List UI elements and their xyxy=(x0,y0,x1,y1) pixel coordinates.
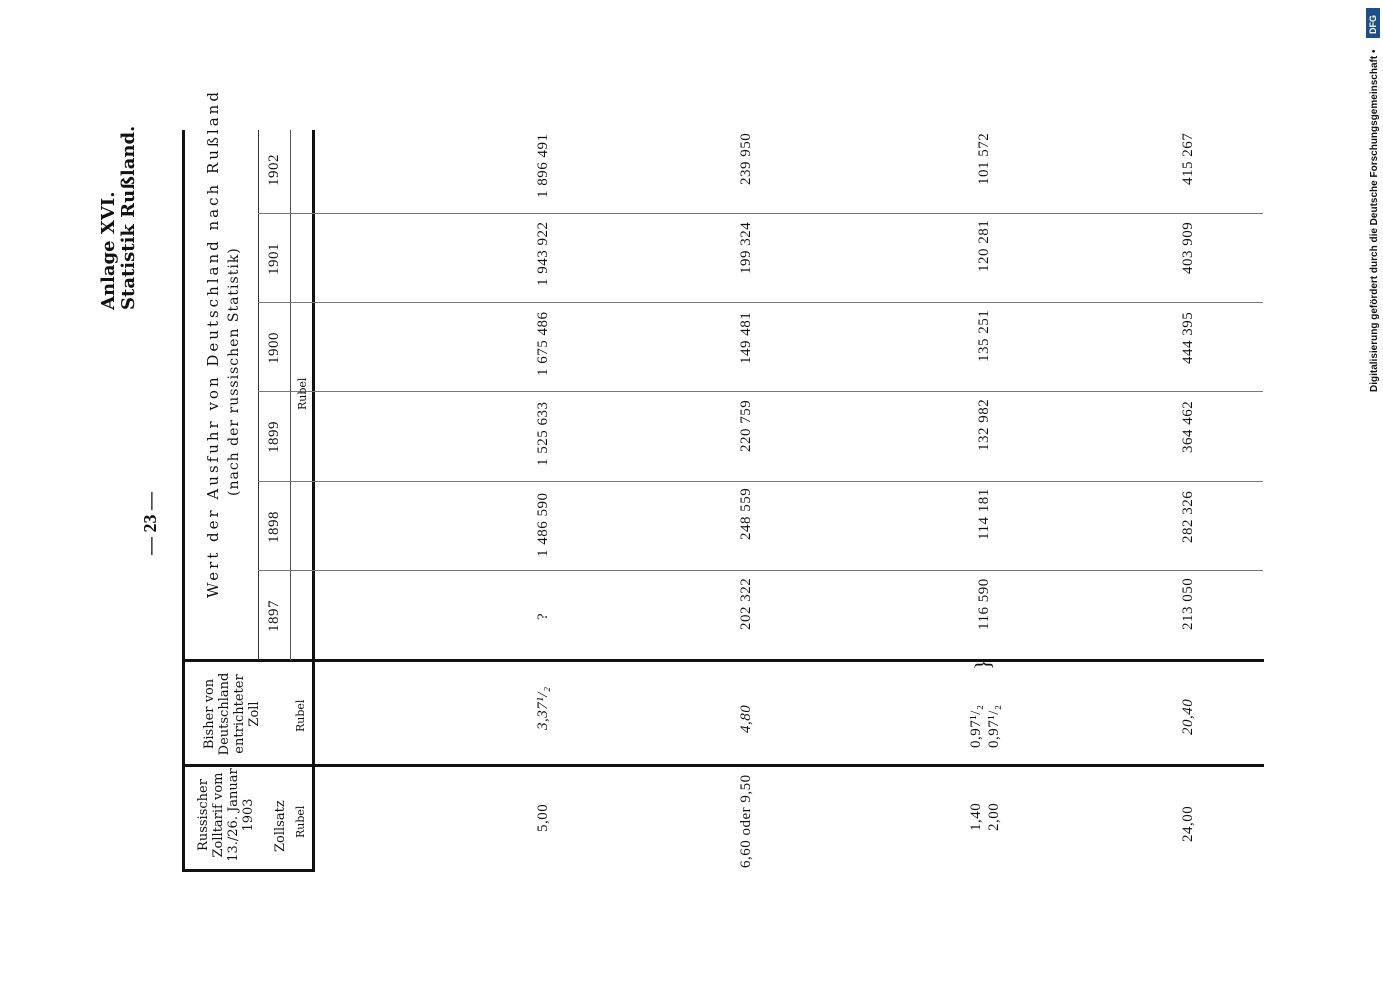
brace-icon: } xyxy=(970,659,995,670)
annex-title: Anlage XVI. xyxy=(98,191,119,310)
value-cell: 114 181 xyxy=(976,488,992,540)
value-cell: 1 675 486 xyxy=(535,311,551,376)
value-cell: 116 590 xyxy=(976,578,992,630)
year-1900: 1900 xyxy=(266,332,282,364)
zollsatz-cell-2: 2,00 xyxy=(986,802,1002,831)
year-1901: 1901 xyxy=(266,243,282,275)
value-cell: 132 982 xyxy=(976,398,992,451)
zollsatz-cell: 1,40 xyxy=(968,802,984,831)
year-1897: 1897 xyxy=(266,600,282,632)
value-cell: 444 395 xyxy=(1180,311,1196,364)
year-1898: 1898 xyxy=(266,511,282,543)
value-cell: 120 281 xyxy=(976,219,992,272)
annex-subtitle: Statistik Rußland. xyxy=(118,125,139,310)
group-unit: Rubel xyxy=(296,377,309,410)
value-cell: ? xyxy=(535,612,551,620)
value-cell: 202 322 xyxy=(738,577,754,630)
bisher-cell: 4,80 xyxy=(738,704,754,733)
bisher-cell: 0,97¹/₂ xyxy=(968,704,984,748)
zollsatz-cell: 5,00 xyxy=(535,803,551,832)
value-cell: 248 559 xyxy=(738,487,754,540)
page-number: — 23 — xyxy=(140,492,160,555)
value-cell: 1 896 491 xyxy=(535,133,551,198)
zollsatz-cell: 24,00 xyxy=(1180,805,1196,842)
value-cell: 199 324 xyxy=(738,221,754,274)
bisher-cell: 3,37¹/₂ xyxy=(535,686,551,730)
digitization-note: Digitalisierung gefördert durch die Deutsche Forschungsgemeinschaft • xyxy=(1369,49,1380,392)
value-cell: 135 251 xyxy=(976,309,992,362)
dfg-logo: DFG xyxy=(1366,8,1380,38)
col-zolltarif-subheader: Zollsatz xyxy=(273,800,288,852)
value-cell: 1 486 590 xyxy=(535,492,551,557)
value-cell: 213 050 xyxy=(1180,577,1196,630)
value-cell: 415 267 xyxy=(1180,132,1196,185)
col-bisher-unit: Rubel xyxy=(294,699,307,732)
value-cell: 403 909 xyxy=(1180,221,1196,274)
value-cell: 239 950 xyxy=(738,132,754,185)
value-cell: 101 572 xyxy=(976,132,992,185)
value-cell: 1 525 633 xyxy=(535,401,551,466)
value-cell: 364 462 xyxy=(1180,400,1196,453)
value-cell: 149 481 xyxy=(738,311,754,364)
bisher-cell: 20,40 xyxy=(1180,698,1196,735)
value-cell: 1 943 922 xyxy=(535,221,551,286)
value-cell: 220 759 xyxy=(738,399,754,452)
bisher-cell-2: 0,97¹/₂ xyxy=(986,704,1002,748)
zollsatz-cell: 6,60 oder 9,50 xyxy=(738,774,754,868)
col-zolltarif-unit: Rubel xyxy=(294,805,307,838)
value-cell: 282 326 xyxy=(1180,490,1196,543)
year-1899: 1899 xyxy=(266,421,282,453)
year-1902: 1902 xyxy=(266,154,282,186)
